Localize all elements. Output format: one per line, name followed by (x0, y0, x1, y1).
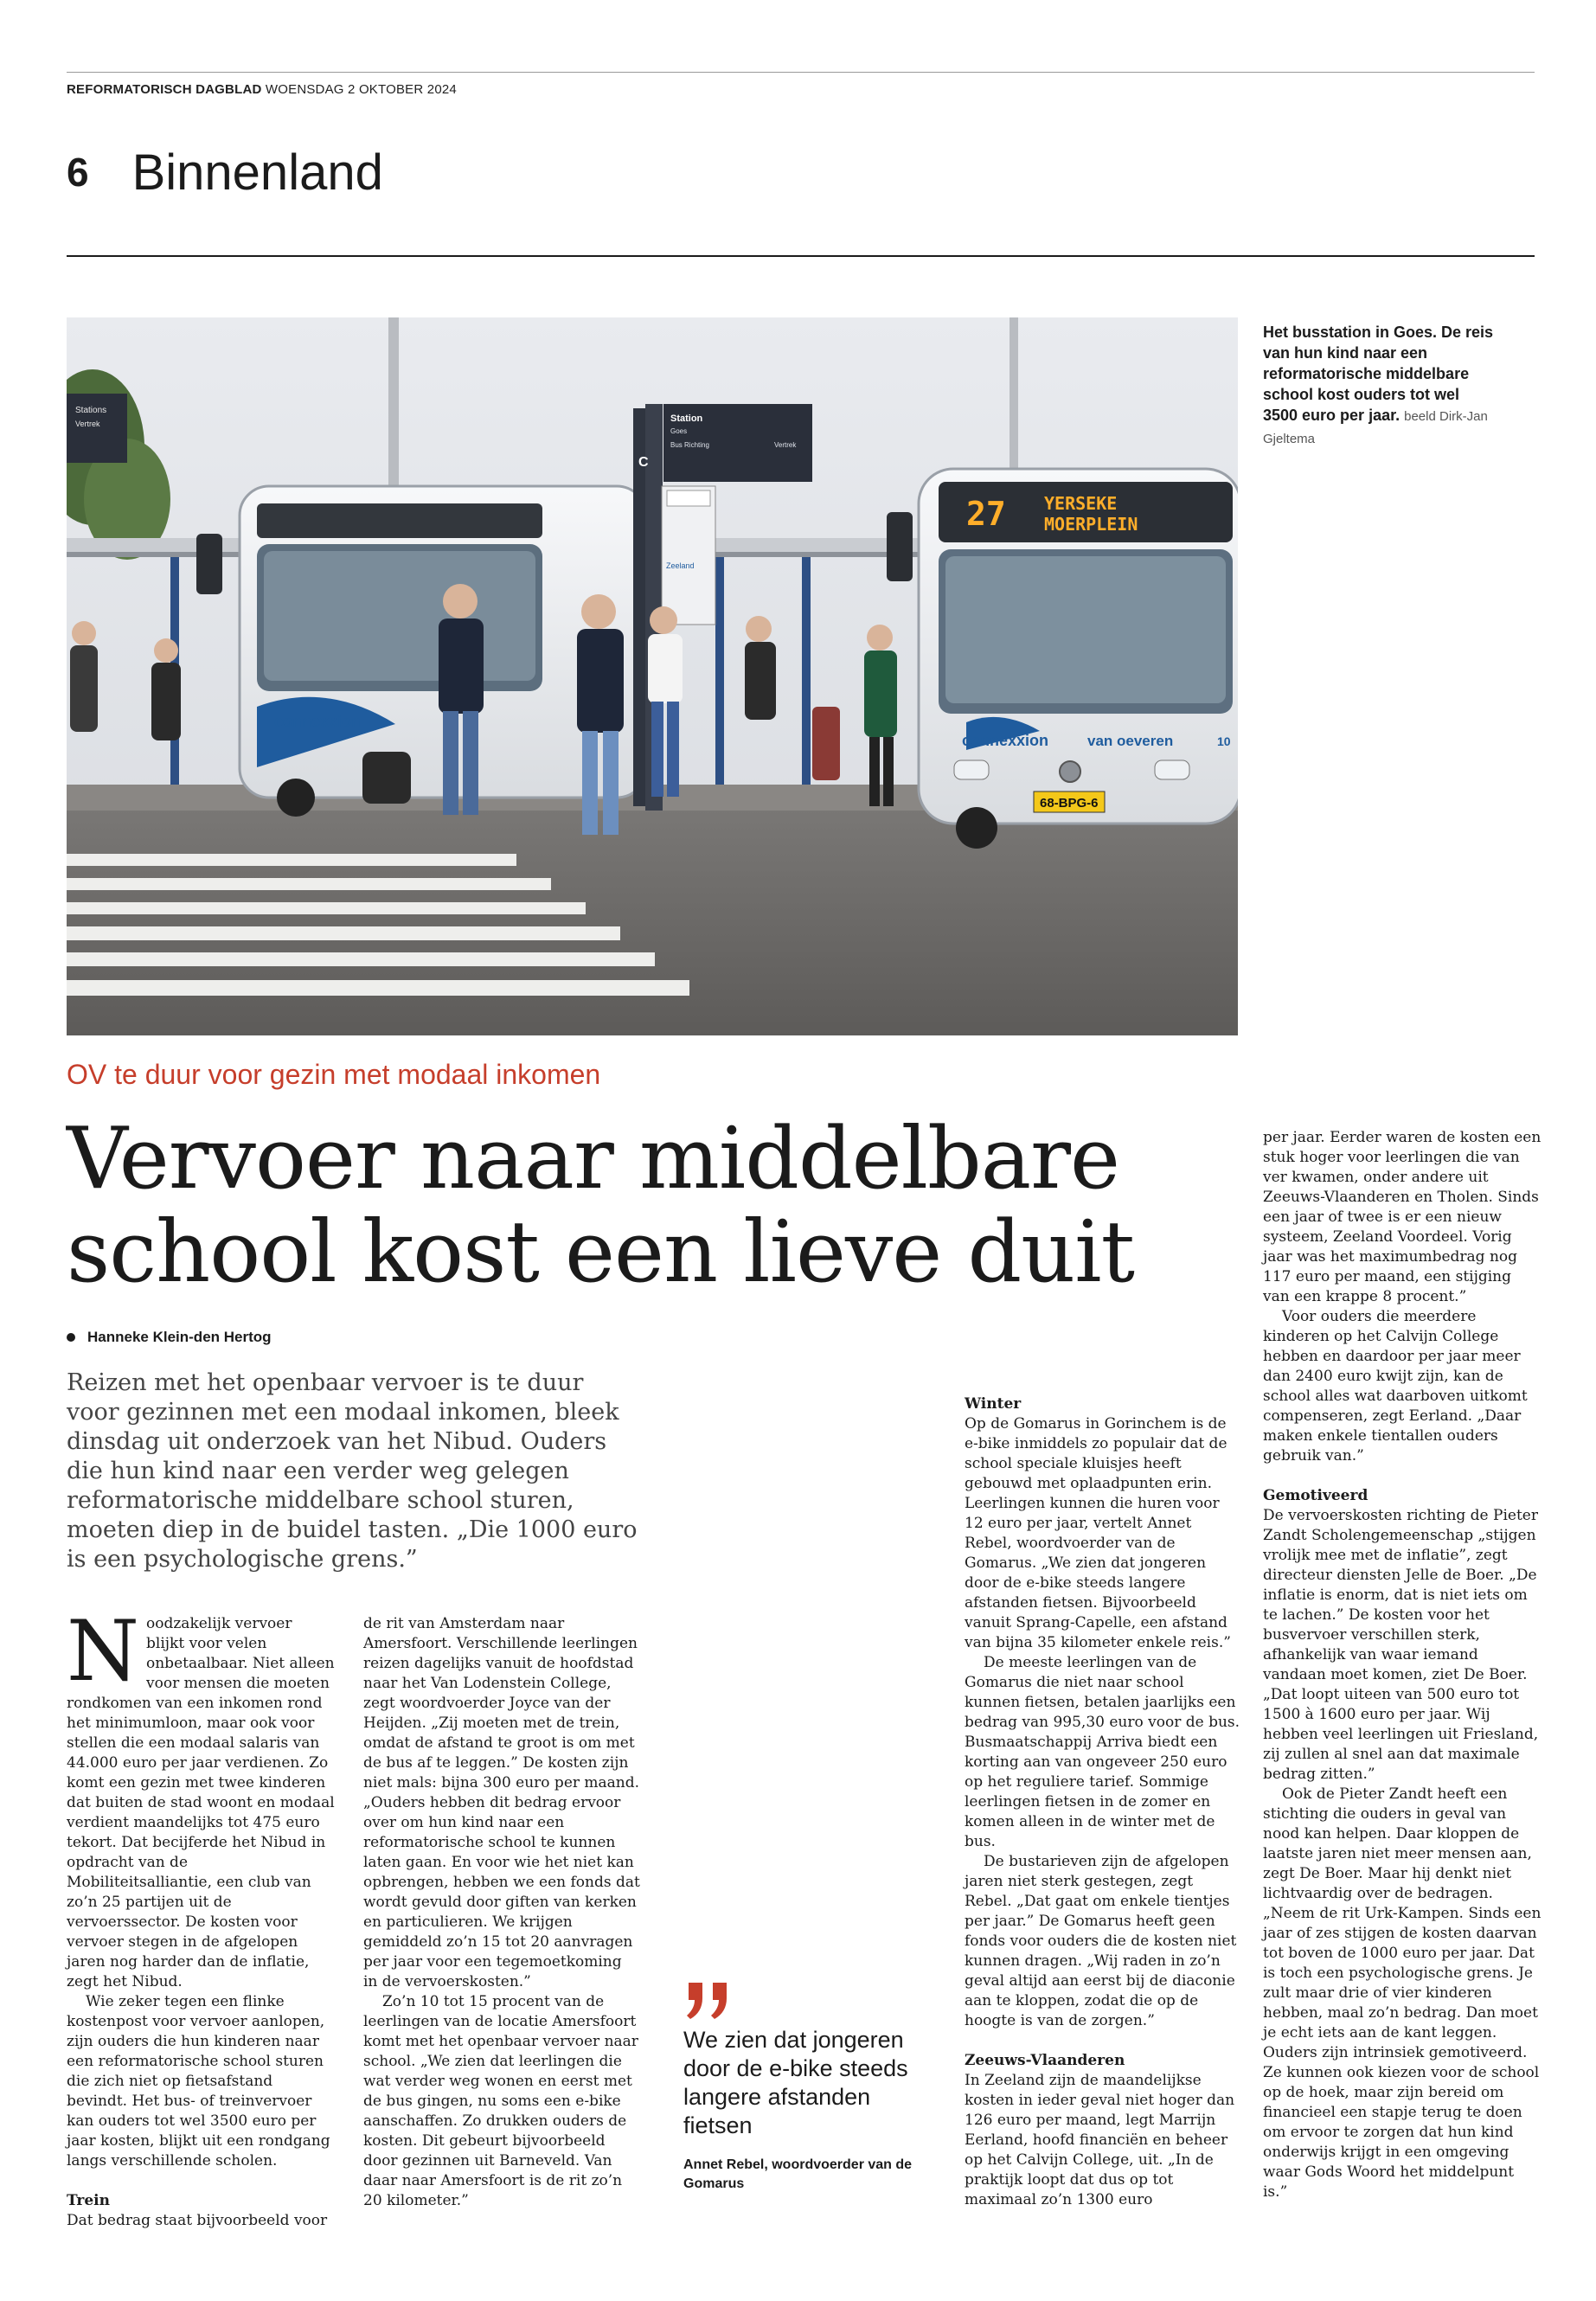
drop-cap: N (67, 1603, 139, 1700)
sign-subtitle: Goes (670, 427, 688, 435)
platform-label: Zeeland (666, 561, 695, 570)
mercedes-star-icon (1060, 761, 1080, 782)
article-paragraph: De meeste leerlingen van de Gomarus die niet naar school kunnen fietsen, betalen jaarlijks een bedrag van 995,30 euro voor de bus. Busmaatschappij Arriva biedt een korting aan van ongeveer 250 euro op het reguliere tarief. Sommige leerlingen fietsen in de zomer en komen alleen in de winter met de bus. (965, 1654, 1240, 1850)
left-departure-sign (67, 394, 127, 463)
bus-fleet-number: 10 (1217, 734, 1231, 748)
bus-right-brand2: van oeveren (1087, 733, 1174, 749)
article-paragraph: Voor ouders die meerdere kinderen op het Calvijn College hebben en daardoor per jaar meer dan 2400 euro kwijt zijn, kan de school alles wat daarboven uitkomt compenseren, zegt Eerland. „Daar maken enkele tientallen ouders gebruik van.” (1263, 1308, 1528, 1465)
article-paragraph: De vervoerskosten richting de Pieter Zandt Scholengemeenschap „stijgen vrolijk mee met de inflatie”, zegt directeur diensten Jelle de Boer. „De inflatie is enorm, dat is niet iets om te lachen.” De kosten voor het busvervoer verschillen sterk, afhankelijk van waar iemand vandaan moet komen, ziet De Boer. „Dat loopt uiteen van 500 euro tot 1500 à 1600 euro per jaar. Wij hebben veel leerlingen uit Friesland, zij zullen al snel aan dat maximale bedrag zitten.” (1263, 1507, 1539, 1783)
article-paragraph: Ook de Pieter Zandt heeft een stichting die ouders in geval van nood kan helpen. Daar kloppen de laatste jaren niet meer mensen aan, zegt De Boer. Maar hij denkt niet lichtvaardig over de bedragen. „Neem de rit Urk-Kampen. Sinds een jaar of zes stijgen de kosten daarvan tot boven de 1000 euro per jaar. Dat is toch een psychologische grens. Je zult maar drie of vier kinderen hebben, maal zo’n bedrag. Dan moet je echt iets aan de kant leggen. Ouders zijn intrinsiek gemotiveerd. Ze kunnen ook kiezen voor de school op de hoek, maar zijn bereid om financieel een stapje terug te doen om ervoor te zorgen dat hun kind onderwijs krijgt in een omgeving waar Gods Woord het middelpunt is.” (1263, 1785, 1542, 2201)
bus-right-brand: connexxion (962, 732, 1049, 749)
masthead-rule (67, 72, 1535, 73)
article-paragraph: Dat bedrag staat bijvoorbeeld voor (67, 2212, 328, 2229)
bus-station-photo (67, 317, 1238, 1035)
quote-mark-icon (683, 1981, 735, 2021)
lead-paragraph: Reizen met het openbaar vervoer is te duur voor gezinnen met een modaal inkomen, bleek dinsdag uit onderzoek van het Nibud. Ouders die hun kind naar een verder weg gelegen reformatorische middelbare school sturen, moeten diep in de buidel tasten. „Die 1000 euro is een psychologische grens.” (67, 1369, 638, 1573)
light-pole (1010, 317, 1018, 490)
left-sign-title: Stations (75, 406, 107, 415)
article-column-1 (67, 1603, 335, 2231)
subheading-zeeuws-vlaanderen: Zeeuws-Vlaanderen (965, 2052, 1125, 2069)
bullet-icon (67, 1333, 75, 1342)
left-sign-sub: Vertrek (75, 420, 100, 428)
issue-date: WOENSDAG 2 OKTOBER 2024 (265, 82, 457, 97)
article-column-4 (1263, 1128, 1542, 2202)
photo-credit: beeld Dirk-Jan Gjeltema (1263, 409, 1488, 446)
article-column-2 (363, 1614, 640, 2211)
article-paragraph: Zo’n 10 tot 15 procent van de leerlingen van de locatie Amersfoort komt met het openbaar vervoer naar school. „We zien dat leerlingen die wat verder weg wonen en eerst met de bus gingen, nu soms een e-bike aanschaffen. Zo drukken ouders de kosten. Dit gebeurt bijvoorbeeld door gezinnen uit Barneveld. Van daar naar Amersfoort is de rit zo’n 20 kilometer.” (363, 1993, 638, 2209)
section-header (67, 141, 383, 203)
caption-text: Het busstation in Goes. De reis van hun kind naar een reformatorische middelbare school kost ouders tot wel 3500 euro per jaar. (1263, 324, 1494, 424)
headline-line-2: school kost een lieve duit (67, 1203, 1135, 1302)
article-column-3 (965, 1394, 1241, 2210)
road (67, 802, 1238, 1035)
bus-left-brand: connexxion (274, 713, 362, 730)
article-paragraph: In Zeeland zijn de maandelijkse kosten in ieder geval niet hoger dan 126 euro per maand, legt Marrijn Eerland, hoofd financiën en beheer op het Calvijn College, uit. „In de praktijk loopt dat dus op tot maximaal zo’n 1300 euro (965, 2072, 1235, 2208)
photo-caption (1263, 322, 1497, 450)
pull-quote (683, 1981, 917, 2194)
headline-line-1: Vervoer naar middelbare (67, 1110, 1120, 1208)
sign-col1: Bus Richting (670, 441, 709, 449)
paragraph-text: oodzakelijk vervoer blijkt voor velen onbetaalbaar. Niet alleen voor mensen die moeten rondkomen van een inkomen rond het minimumloon, maar ook voor stellen die een modaal salaris van 44.000 euro per jaar verdienen. Zo komt een gezin met twee kinderen dat buiten de stad woont en modaal verdient maandelijks tot 475 euro tekort. Dat becijferde het Nibud in opdracht van de Mobiliteitsalliantie, een club van zo’n 25 partijen uit de vervoerssector. De kosten voor vervoer stegen in de afgelopen jaren nog harder dan de inflatie, zegt het Nibud. (67, 1615, 335, 1990)
shelter-post (802, 557, 811, 808)
byline (67, 1329, 272, 1346)
sign-title: Station (670, 413, 703, 424)
article-paragraph: De bustarieven zijn de afgelopen jaren niet sterk gestegen, zegt Rebel. „Dat gaat om enkele tientjes per jaar.” De Gomarus heeft geen fonds voor ouders die de kosten niet kunnen dragen. „Wij raden in zo’n geval altijd aan eerst bij de diaconie aan te kloppen, zodat die op de hoogte is van de zorgen.” (965, 1853, 1237, 2029)
subheading-winter: Winter (965, 1395, 1022, 1413)
subheading-trein: Trein (67, 2192, 111, 2209)
page-number: 6 (67, 150, 89, 195)
author-name: Hanneke Klein-den Hertog (87, 1329, 272, 1345)
pull-quote-text: We zien dat jongeren door de e-bike steeds langere afstanden fietsen (683, 2027, 908, 2138)
masthead (67, 82, 457, 97)
paper-name: REFORMATORISCH DAGBLAD (67, 82, 262, 97)
bus-route-number: 27 (966, 495, 1006, 533)
shelter-post (715, 557, 724, 808)
headline (67, 1110, 1191, 1302)
bus-destination-2: MOERPLEIN (1044, 514, 1138, 535)
section-rule (67, 255, 1535, 257)
bus-license-plate: 68-BPG-6 (1040, 796, 1099, 811)
subheading-gemotiveerd: Gemotiveerd (1263, 1487, 1368, 1504)
section-name: Binnenland (131, 144, 383, 201)
article-paragraph: Wie zeker tegen een flinke kostenpost voor vervoer aanlopen, zijn ouders die hun kinderen naar een reformatorische school sturen die zich niet op fietsafstand bevindt. Het bus- of treinvervoer kan ouders tot wel 3500 euro per jaar kosten, blijkt uit een rondgang langs verschillende scholen. (67, 1993, 330, 2170)
kicker: OV te duur voor gezin met modaal inkomen (67, 1059, 601, 1090)
article-paragraph: per jaar. Eerder waren de kosten een stuk hoger voor leerlingen die van ver kwamen, onder andere uit Zeeuws-Vlaanderen en Tholen. Sinds een jaar of twee is er een nieuw systeem, Zeeland Voordeel. Vorig jaar was het maximumbedrag nog 117 euro per maand, een stijging van een krappe 8 procent.” (1263, 1129, 1542, 1305)
article-paragraph (67, 1603, 335, 1992)
article-paragraph: de rit van Amsterdam naar Amersfoort. Verschillende leerlingen reizen dagelijks vanuit de hoofdstad naar het Van Lodenstein College, zegt woordvoerder Joyce van der Heijden. „Zij moeten met de trein, omdat de afstand te groot is om met de bus af te leggen.” De kosten zijn niet mals: bijna 300 euro per maand. „Ouders hebben dit bedrag ervoor over om hun kind naar een reformatorische school te kunnen laten gaan. En voor wie het niet kan opbrengen, hebben we een fonds dat wordt gevuld door giften van kerken en particulieren. We krijgen gemiddeld zo’n 15 tot 20 aanvragen per jaar voor een tegemoetkoming in de vervoerskosten.” (363, 1615, 640, 1990)
sign-col2: Vertrek (774, 441, 797, 449)
bus-destination-1: YERSEKE (1044, 493, 1118, 514)
pull-quote-attribution: Annet Rebel, woordvoerder van de Gomarus (683, 2157, 913, 2191)
bus-right (887, 469, 1238, 849)
bus-station-illustration (67, 317, 1238, 1035)
sign-letter: C (638, 455, 649, 470)
article-paragraph: Op de Gomarus in Gorinchem is de e-bike inmiddels zo populair dat de school speciale kluisjes heeft gebouwd met oplaadpunten erin. Leerlingen kunnen die huren voor 12 euro per jaar, vertelt Annet Rebel, woordvoerder van de Gomarus. „We zien dat jongeren door de e-bike steeds langere afstanden fietsen. Bijvoorbeeld vanuit Sprang-Capelle, een afstand van bijna 35 kilometer enkele reis.” (965, 1415, 1231, 1651)
